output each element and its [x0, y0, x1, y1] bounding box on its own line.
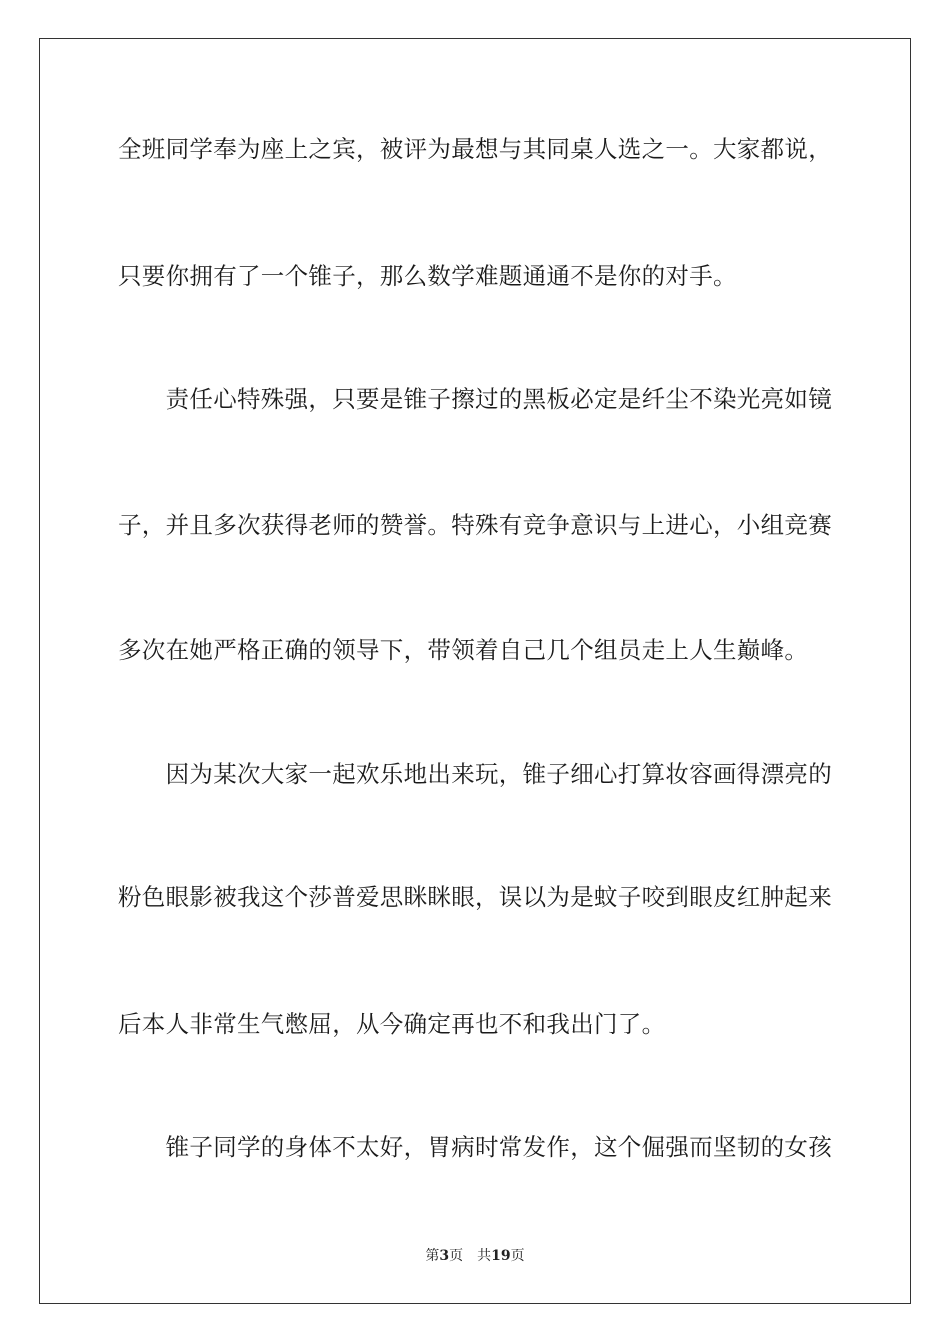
page-number: 3 [439, 1248, 450, 1264]
page-border [39, 38, 911, 1304]
text-line-8: 后本人非常生气憋屈，从今确定再也不和我出门了。 [118, 1010, 666, 1038]
text-line-4: 子，并且多次获得老师的赞誉。特殊有竞争意识与上进心，小组竞赛 [118, 511, 832, 539]
text-line-9: 锥子同学的身体不太好，胃病时常发作，这个倔强而坚韧的女孩 [118, 1133, 832, 1161]
total-prefix: 共 [477, 1248, 492, 1264]
text-line-1: 全班同学奉为座上之宾，被评为最想与其同桌人选之一。大家都说， [118, 135, 832, 163]
page-footer [0, 1247, 950, 1265]
page-suffix: 页 [449, 1248, 464, 1264]
text-line-5: 多次在她严格正确的领导下，带领着自己几个组员走上人生巅峰。 [118, 636, 809, 664]
total-pages: 19 [491, 1248, 511, 1264]
text-line-7: 粉色眼影被我这个莎普爱思眯眯眼，误以为是蚊子咬到眼皮红肿起来 [118, 883, 832, 911]
text-line-2: 只要你拥有了一个锥子，那么数学难题通通不是你的对手。 [118, 262, 737, 290]
total-suffix: 页 [510, 1248, 525, 1264]
text-line-6: 因为某次大家一起欢乐地出来玩，锥子细心打算妆容画得漂亮的 [118, 760, 832, 788]
page-prefix: 第 [425, 1248, 440, 1264]
text-line-3: 责任心特殊强，只要是锥子擦过的黑板必定是纤尘不染光亮如镜 [118, 385, 832, 413]
